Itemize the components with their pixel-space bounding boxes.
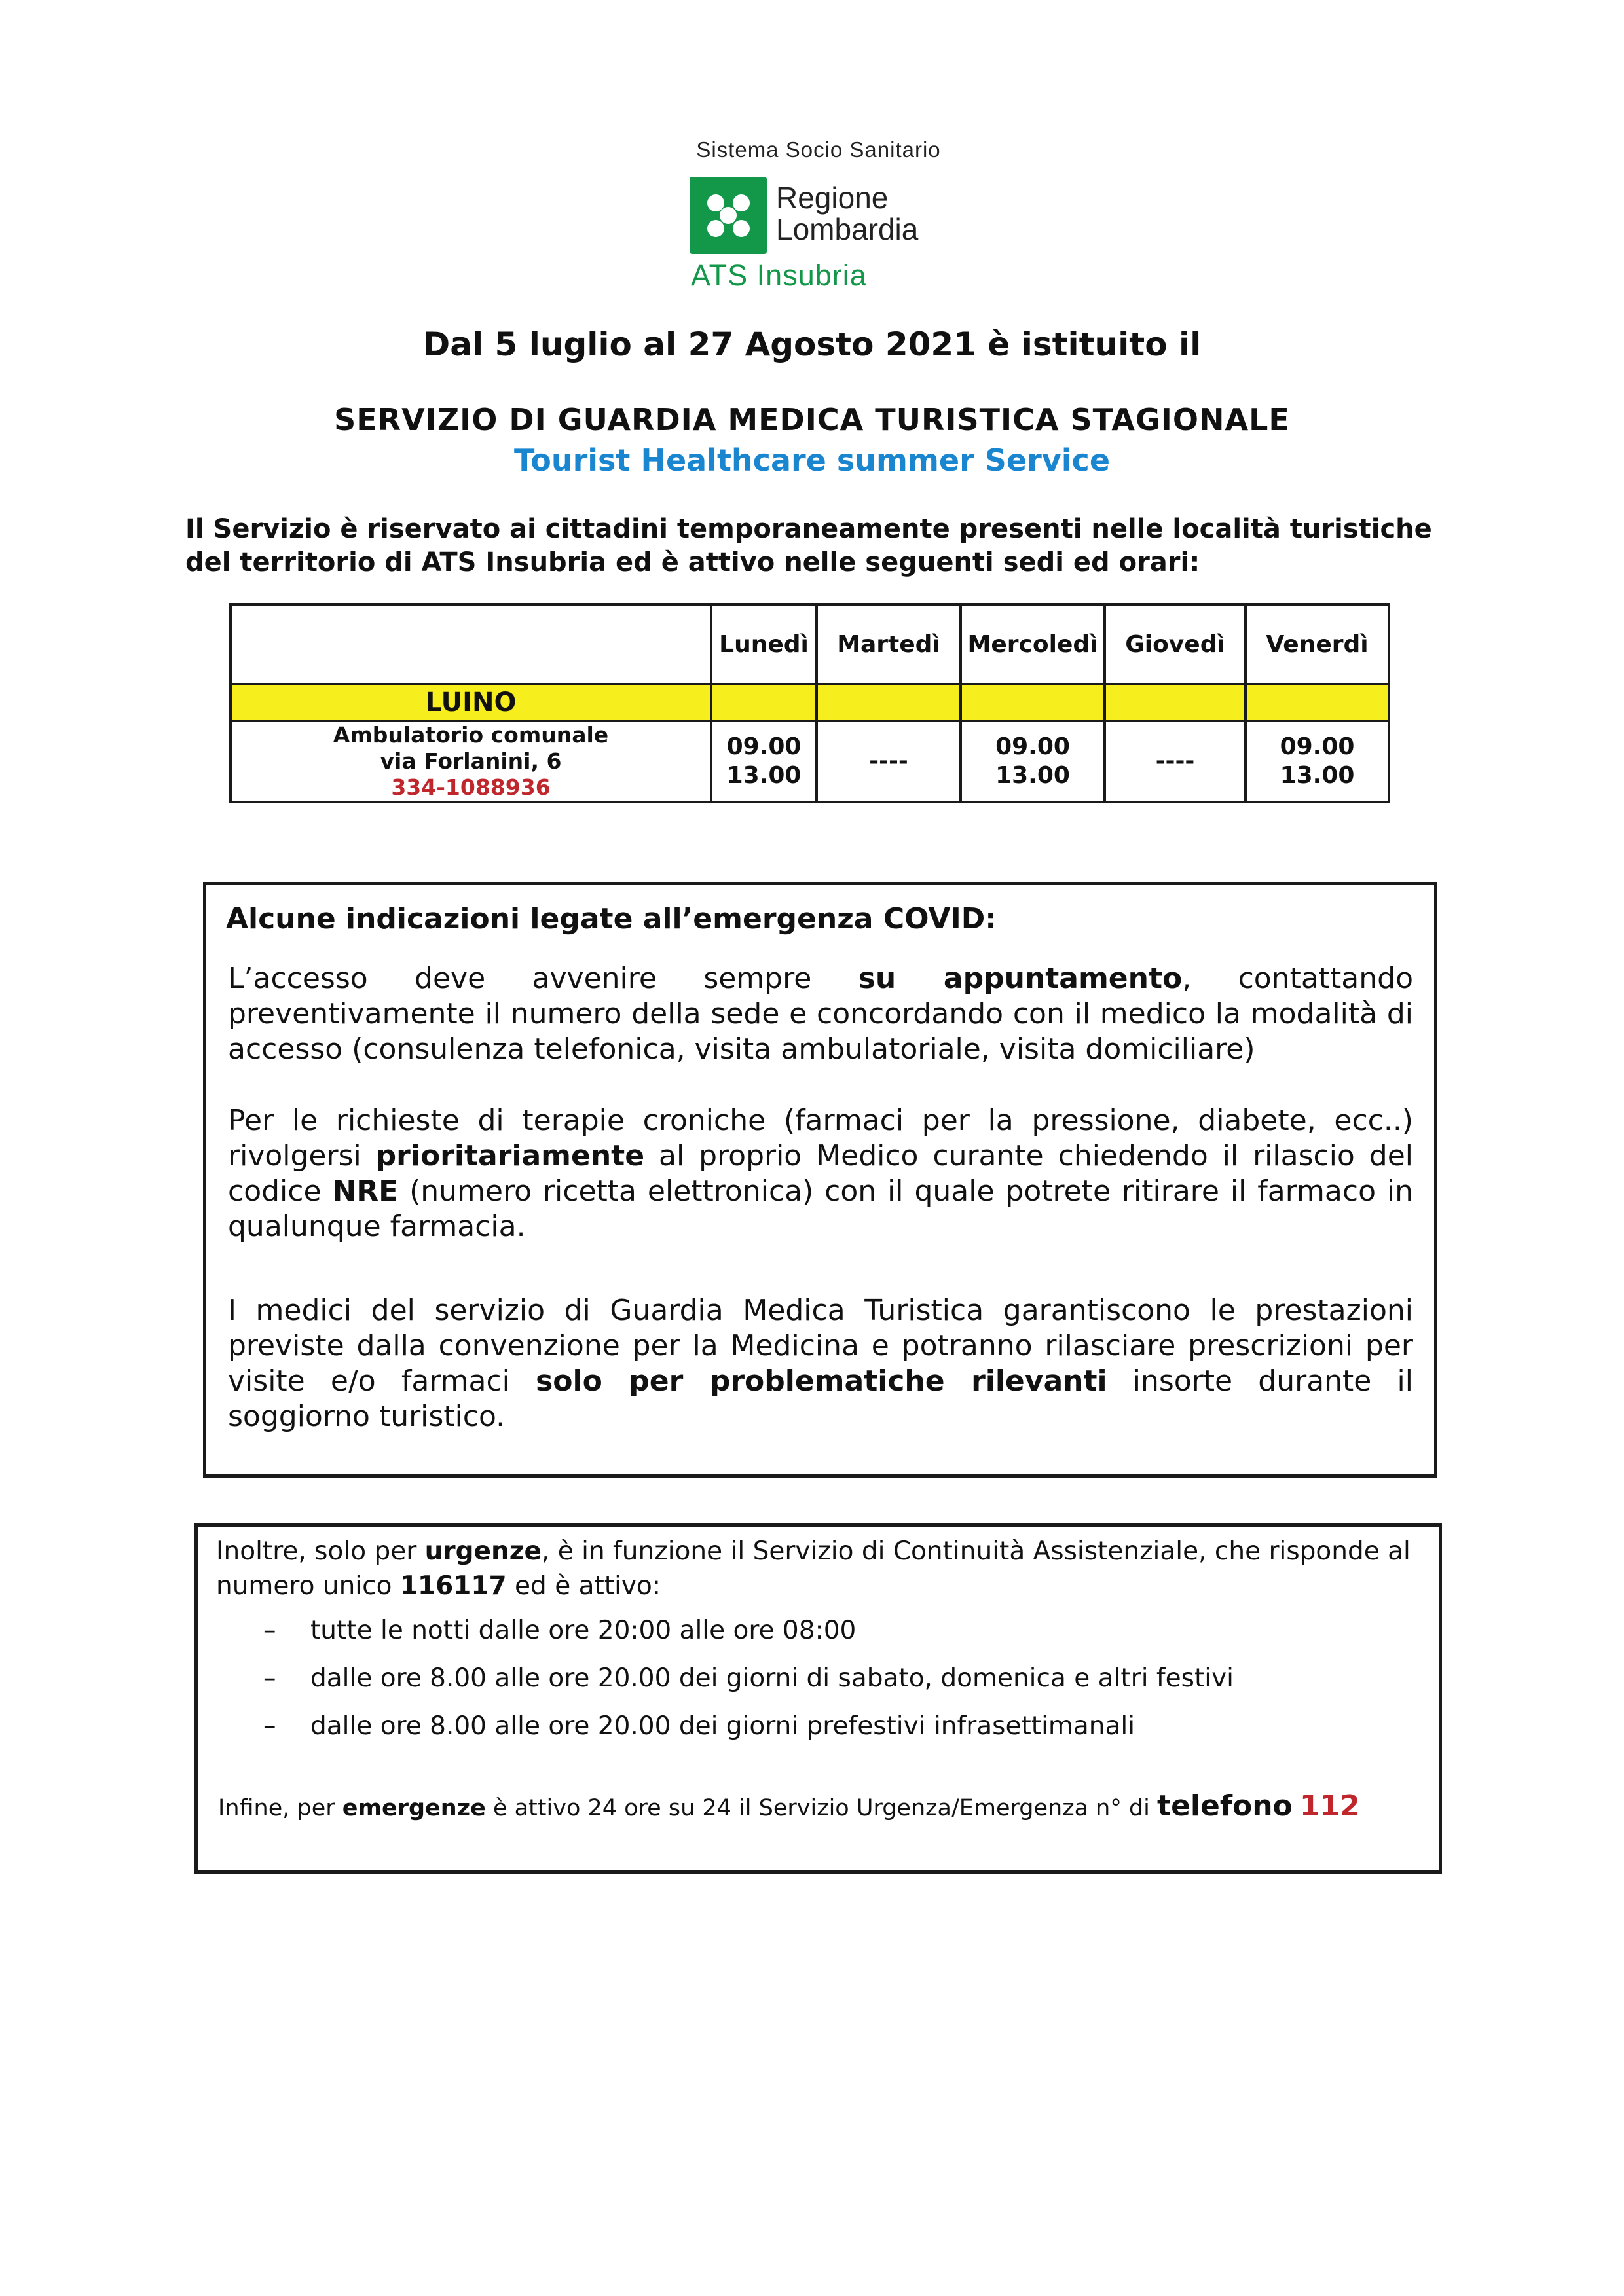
intro-text	[185, 513, 1449, 579]
emphasis: NRE	[332, 1175, 399, 1208]
emergency-line	[218, 1789, 1360, 1823]
covid-title: Alcune indicazioni legate all’emergenza COVID:	[226, 902, 997, 936]
dash-bullet: –	[263, 1616, 276, 1645]
emphasis: su appuntamento	[858, 962, 1183, 995]
service-title: SERVIZIO DI GUARDIA MEDICA TURISTICA STAGIONALE	[334, 402, 1290, 437]
hours-friday	[1246, 721, 1389, 802]
continuity-intro	[216, 1534, 1428, 1603]
emphasis: prioritariamente	[375, 1139, 645, 1173]
close-time: 13.00	[726, 762, 802, 789]
address-line-2: via Forlanini, 6	[380, 748, 562, 774]
covid-paragraph-3	[228, 1293, 1413, 1434]
text: Per le richieste di terapie croniche (farmaci per la pressione, diabete, ecc..) rivolgersi	[228, 1104, 1413, 1173]
list-item-text: dalle ore 8.00 alle ore 20.00 dei giorni di sabato, domenica e altri festivi	[310, 1664, 1234, 1693]
emphasis: urgenze	[424, 1537, 542, 1566]
address-cell	[231, 721, 711, 802]
logo-subtitle: ATS Insubria	[691, 259, 867, 292]
text: , è in funzione il Servizio di Continuità Assistenziale, che risponde al numero unico	[216, 1537, 1411, 1601]
emphasis: 116117	[399, 1571, 507, 1601]
list-item	[263, 1711, 1135, 1741]
phone-label: telefono	[1157, 1789, 1293, 1823]
covid-paragraph-1-rest: preventivamente il numero della sede e concordando con il medico la modalità di accesso (consulenza telefonica, visita ambulatoriale, visita domiciliare)	[228, 997, 1413, 1066]
list-item-text: tutte le notti dalle ore 20:00 alle ore 08:00	[310, 1616, 857, 1645]
open-time: 09.00	[1280, 733, 1355, 760]
text: insorte durante il soggiorno turistico.	[228, 1364, 1413, 1433]
text: al proprio Medico curante chiedendo il rilascio del codice	[228, 1139, 1413, 1208]
schedule-table	[229, 603, 1390, 803]
logo-name	[776, 182, 918, 245]
emergency-number: 112	[1299, 1789, 1360, 1823]
emphasis: emergenze	[342, 1795, 486, 1821]
location-row-cell	[1105, 684, 1246, 721]
text: è attivo 24 ore su 24 il Servizio Urgenza/Emergenza n° di	[485, 1795, 1158, 1821]
hours-thursday: ----	[1105, 721, 1246, 802]
intro-line-2: del territorio di ATS Insubria ed è attivo nelle seguenti sedi ed orari:	[185, 547, 1200, 577]
text: , contattando	[1182, 962, 1413, 995]
hours-tuesday: ----	[817, 721, 961, 802]
close-time: 13.00	[995, 762, 1070, 789]
text: L’accesso deve avvenire sempre	[228, 962, 858, 995]
regione-lombardia-logo-icon	[690, 177, 767, 254]
day-header-thursday: Giovedì	[1105, 604, 1246, 684]
location-row-cell	[961, 684, 1105, 721]
dash-bullet: –	[263, 1711, 276, 1741]
location-row-cell	[711, 684, 817, 721]
text: I medici del servizio di Guardia Medica Turistica garantiscono le prestazioni previste dalla convenzione per la Medicina e potranno rilasciare prescrizioni per visite e/o farmaci	[228, 1294, 1413, 1398]
header-empty-cell	[231, 604, 711, 684]
close-time: 13.00	[1280, 762, 1355, 789]
phone-number: 334-1088936	[391, 774, 551, 800]
day-header-tuesday: Martedì	[817, 604, 961, 684]
location-row-cell	[1246, 684, 1389, 721]
dash-bullet: –	[263, 1664, 276, 1693]
day-header-monday: Lunedì	[711, 604, 817, 684]
list-item-text: dalle ore 8.00 alle ore 20.00 dei giorni prefestivi infrasettimanali	[310, 1711, 1135, 1741]
table-header-row	[231, 604, 1389, 684]
text: Inoltre, solo per	[216, 1537, 425, 1566]
service-subtitle-english: Tourist Healthcare summer Service	[513, 443, 1111, 478]
logo-name-line1: Regione	[776, 181, 889, 215]
text: (numero ricetta elettronica) con il quale potrete ritirare il farmaco in qualunque farmacia.	[228, 1175, 1414, 1243]
page-title: Dal 5 luglio al 27 Agosto 2021 è istituito il	[422, 325, 1202, 363]
day-header-friday: Venerdì	[1246, 604, 1389, 684]
covid-paragraph-2	[228, 1103, 1413, 1245]
hours-monday	[711, 721, 817, 802]
hours-wednesday	[961, 721, 1105, 802]
list-item	[263, 1664, 1234, 1693]
text: Infine, per	[218, 1795, 342, 1821]
location-row-cell	[817, 684, 961, 721]
location-row	[231, 684, 1389, 721]
intro-line-1: Il Servizio è riservato ai cittadini temporaneamente presenti nelle località turistiche	[185, 514, 1432, 544]
list-item	[263, 1616, 856, 1645]
location-name: LUINO	[231, 684, 711, 721]
logo-name-line2: Lombardia	[776, 212, 919, 246]
open-time: 09.00	[995, 733, 1070, 760]
emphasis: solo per problematiche rilevanti	[536, 1364, 1107, 1398]
text: ed è attivo:	[506, 1571, 661, 1601]
logo-top-text: Sistema Socio Sanitario	[696, 137, 941, 162]
covid-paragraph-1-line1	[228, 961, 1413, 996]
open-time: 09.00	[726, 733, 802, 760]
hours-row	[231, 721, 1389, 802]
address-line-1: Ambulatorio comunale	[333, 722, 609, 748]
day-header-wednesday: Mercoledì	[961, 604, 1105, 684]
